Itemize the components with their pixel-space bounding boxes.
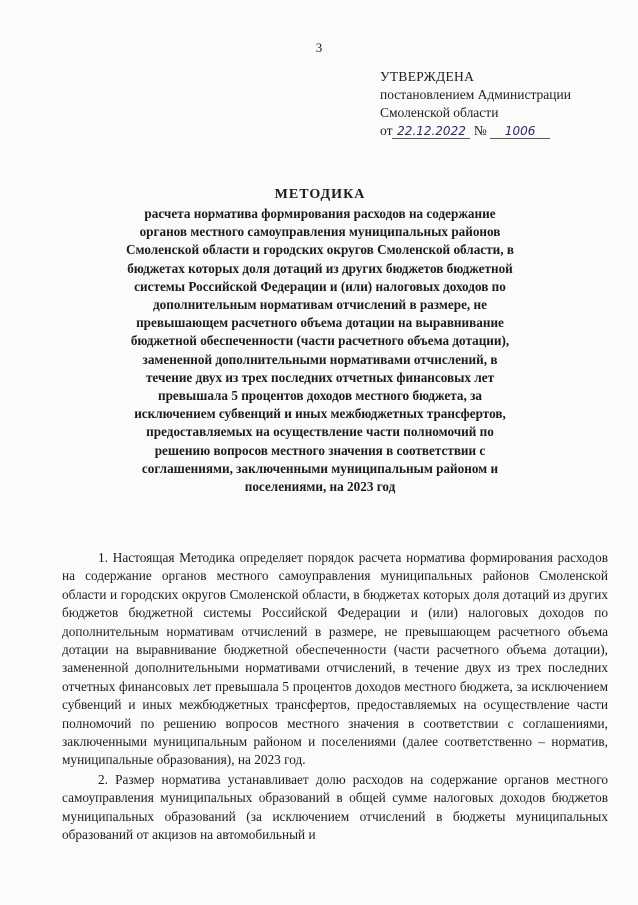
from-label: от — [380, 123, 393, 138]
approval-date-number-line — [380, 122, 630, 140]
document-title: МЕТОДИКА — [274, 187, 366, 202]
number-label: № — [473, 123, 487, 138]
paragraph-1: 1. Настоящая Методика определяет порядок расчета норматива формирования расходов на содержание органов местного самоуправления муниципальных районов Смоленской области и городских округов Смоленской области, в бюджетах которых доля дотаций из других бюджетов бюджетной системы Российской Федерации и (или) налоговых доходов по дополнительным нормативам отчислений в размере, не превышающем расчетного объема дотации на выравнивание бюджетной обеспеченности (части расчетного объема дотации), замененной дополнительными нормативами отчислений, в течение двух из трех последних отчетных финансовых лет превышала 5 процентов доходов местного бюджета, за исключением субвенций и иных межбюджетных трансфертов, предоставляемых на осуществление части полномочий по решению вопросов местного значения в соответствии с соглашениями, заключенными муниципальным районом и поселениями (далее соответственно – норматив, муниципальные образования), на 2023 год. — [62, 550, 608, 768]
handwritten-date: 22.12.2022 — [392, 124, 470, 139]
page-number: 3 — [315, 40, 323, 55]
approval-heading: УТВЕРЖДЕНА — [380, 69, 475, 84]
approval-line-region: Смоленской области — [380, 105, 499, 120]
handwritten-number: 1006 — [490, 124, 550, 139]
approval-line-resolution: постановлением Администрации — [380, 87, 571, 102]
document-body — [62, 549, 608, 845]
paragraph-2: 2. Размер норматива устанавливает долю расходов на содержание органов местного самоуправления муниципальных образований в общей сумме налоговых доходов бюджетов муниципальных образований (за исключением отчислений в бюджеты муниципальных образований от акцизов на автомобильный и — [62, 771, 608, 843]
approval-stamp-block — [380, 68, 630, 140]
document-subtitle: расчета норматива формирования расходов на содержание органов местного самоуправления муниципальных районов Смоленской области и городских округов Смоленской области, в бюджетах которых доля дотаций из других бюджетов бюджетной системы Российской Федерации и (или) налоговых доходов по дополнительным нормативам отчислений в размере, не превышающем расчетного объема дотации на выравнивание бюджетной обеспеченности (части расчетного объема дотации), замененной дополнительными нормативами отчислений, в течение двух из трех последних отчетных финансовых лет превышала 5 процентов доходов местного бюджета, за исключением субвенций и иных межбюджетных трансфертов, предоставляемых на осуществление части полномочий по решению вопросов местного значения в соответствии с соглашениями, заключенными муниципальным районом и поселениями, на 2023 год — [126, 206, 514, 495]
